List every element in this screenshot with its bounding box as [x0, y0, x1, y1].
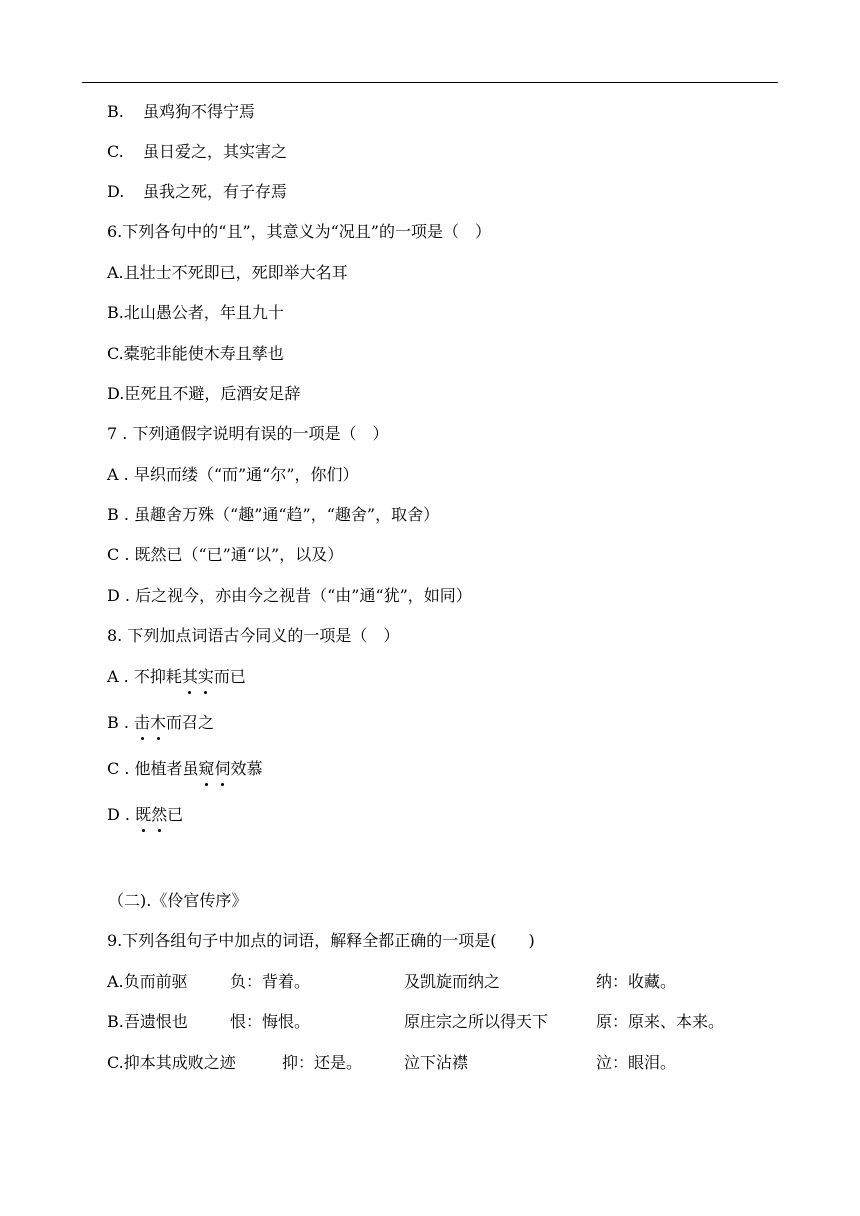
q9-row-b-gloss2: 原：原来、本来。 — [596, 1012, 725, 1031]
q8-option-b — [107, 713, 214, 733]
q8-option-c-dotted-2: 伺 — [214, 759, 231, 778]
q5-option-b-letter: B. — [107, 102, 124, 121]
q7-stem: 7 . 下列通假字说明有误的一项是（ ） — [107, 424, 389, 443]
q8-option-d-prefix: D . — [107, 805, 136, 824]
q5-option-d-letter: D. — [107, 182, 125, 201]
q8-option-c-dotted-1: 窥 — [198, 759, 215, 778]
q9-row-b-sentence2: 原庄宗之所以得天下 — [404, 1012, 549, 1031]
q9-row-a-gloss2: 纳：收藏。 — [596, 972, 677, 991]
q6-option-a: A.且壮士不死即已，死即举大名耳 — [107, 263, 348, 282]
q9-row-c-sentence2: 泣下沾襟 — [404, 1053, 469, 1072]
q8-option-d-dotted-1: 既 — [135, 805, 152, 824]
q9-row-b-sentence1: B.吾遗恨也 — [107, 1012, 188, 1031]
q7-option-a: A . 早织而缕（“而”通“尔”，你们） — [107, 465, 359, 484]
q8-option-b-suffix: 而召之 — [166, 713, 215, 732]
q9-row-c-gloss1: 抑：还是。 — [282, 1053, 363, 1072]
q9-row-a-gloss1: 负：背着。 — [230, 972, 311, 991]
q8-option-a-dotted-2: 实 — [197, 667, 214, 686]
q5-option-c-letter: C. — [107, 142, 124, 161]
header-rule — [82, 82, 778, 83]
q9-row-c-gloss2: 泣：眼泪。 — [596, 1053, 677, 1072]
q8-option-a-dotted-1: 其 — [181, 667, 198, 686]
section-2-title: （二).《伶官传序》 — [108, 891, 248, 910]
q6-option-d: D.臣死且不避，卮酒安足辞 — [107, 384, 301, 403]
q8-option-c-suffix: 效慕 — [230, 759, 263, 778]
q7-option-b: B . 虽趣舍万殊（“趣”通“趋”，“趣舍”，取舍） — [107, 505, 440, 524]
q6-stem: 6.下列各句中的“且”，其意义为“况且”的一项是（ ） — [107, 222, 491, 241]
q8-option-b-dotted-2: 木 — [150, 713, 167, 732]
q9-row-b-gloss1: 恨：悔恨。 — [230, 1012, 311, 1031]
q9-row-a-sentence1: A.负而前驱 — [107, 972, 188, 991]
q9-stem: 9.下列各组句子中加点的词语，解释全都正确的一项是( ) — [107, 931, 535, 950]
q5-option-d-text: 虽我之死，有子存焉 — [143, 182, 288, 201]
q8-option-a — [107, 667, 246, 687]
q5-option-c-text: 虽日爱之，其实害之 — [143, 142, 288, 161]
q7-option-c: C . 既然已（“已”通“以”，以及） — [107, 545, 344, 564]
q5-option-b-text: 虽鸡狗不得宁焉 — [143, 102, 256, 121]
q5-option-c — [107, 142, 287, 162]
q8-option-d-dotted-2: 然 — [151, 805, 168, 824]
q8-option-c — [107, 759, 263, 779]
q9-row-c-sentence1: C.抑本其成败之迹 — [107, 1053, 236, 1072]
q8-option-b-dotted-1: 击 — [134, 713, 151, 732]
q8-stem: 8. 下列加点词语古今同义的一项是（ ） — [107, 626, 400, 645]
q5-option-d — [107, 182, 287, 202]
q7-option-d: D . 后之视今，亦由今之视昔（“由”通“犹”，如同） — [107, 586, 472, 605]
q8-option-d — [107, 805, 183, 825]
q8-option-b-prefix: B . — [107, 713, 135, 732]
q8-option-a-suffix: 而已 — [213, 667, 246, 686]
q8-option-a-prefix: A . 不抑耗 — [107, 667, 182, 686]
q9-row-a-sentence2: 及凯旋而纳之 — [404, 972, 501, 991]
q5-option-b — [107, 102, 255, 122]
q6-option-c: C.橐驼非能使木寿且孳也 — [107, 344, 284, 363]
q8-option-c-prefix: C . 他植者虽 — [107, 759, 199, 778]
q8-option-d-suffix: 已 — [167, 805, 184, 824]
q6-option-b: B.北山愚公者，年且九十 — [107, 303, 284, 322]
